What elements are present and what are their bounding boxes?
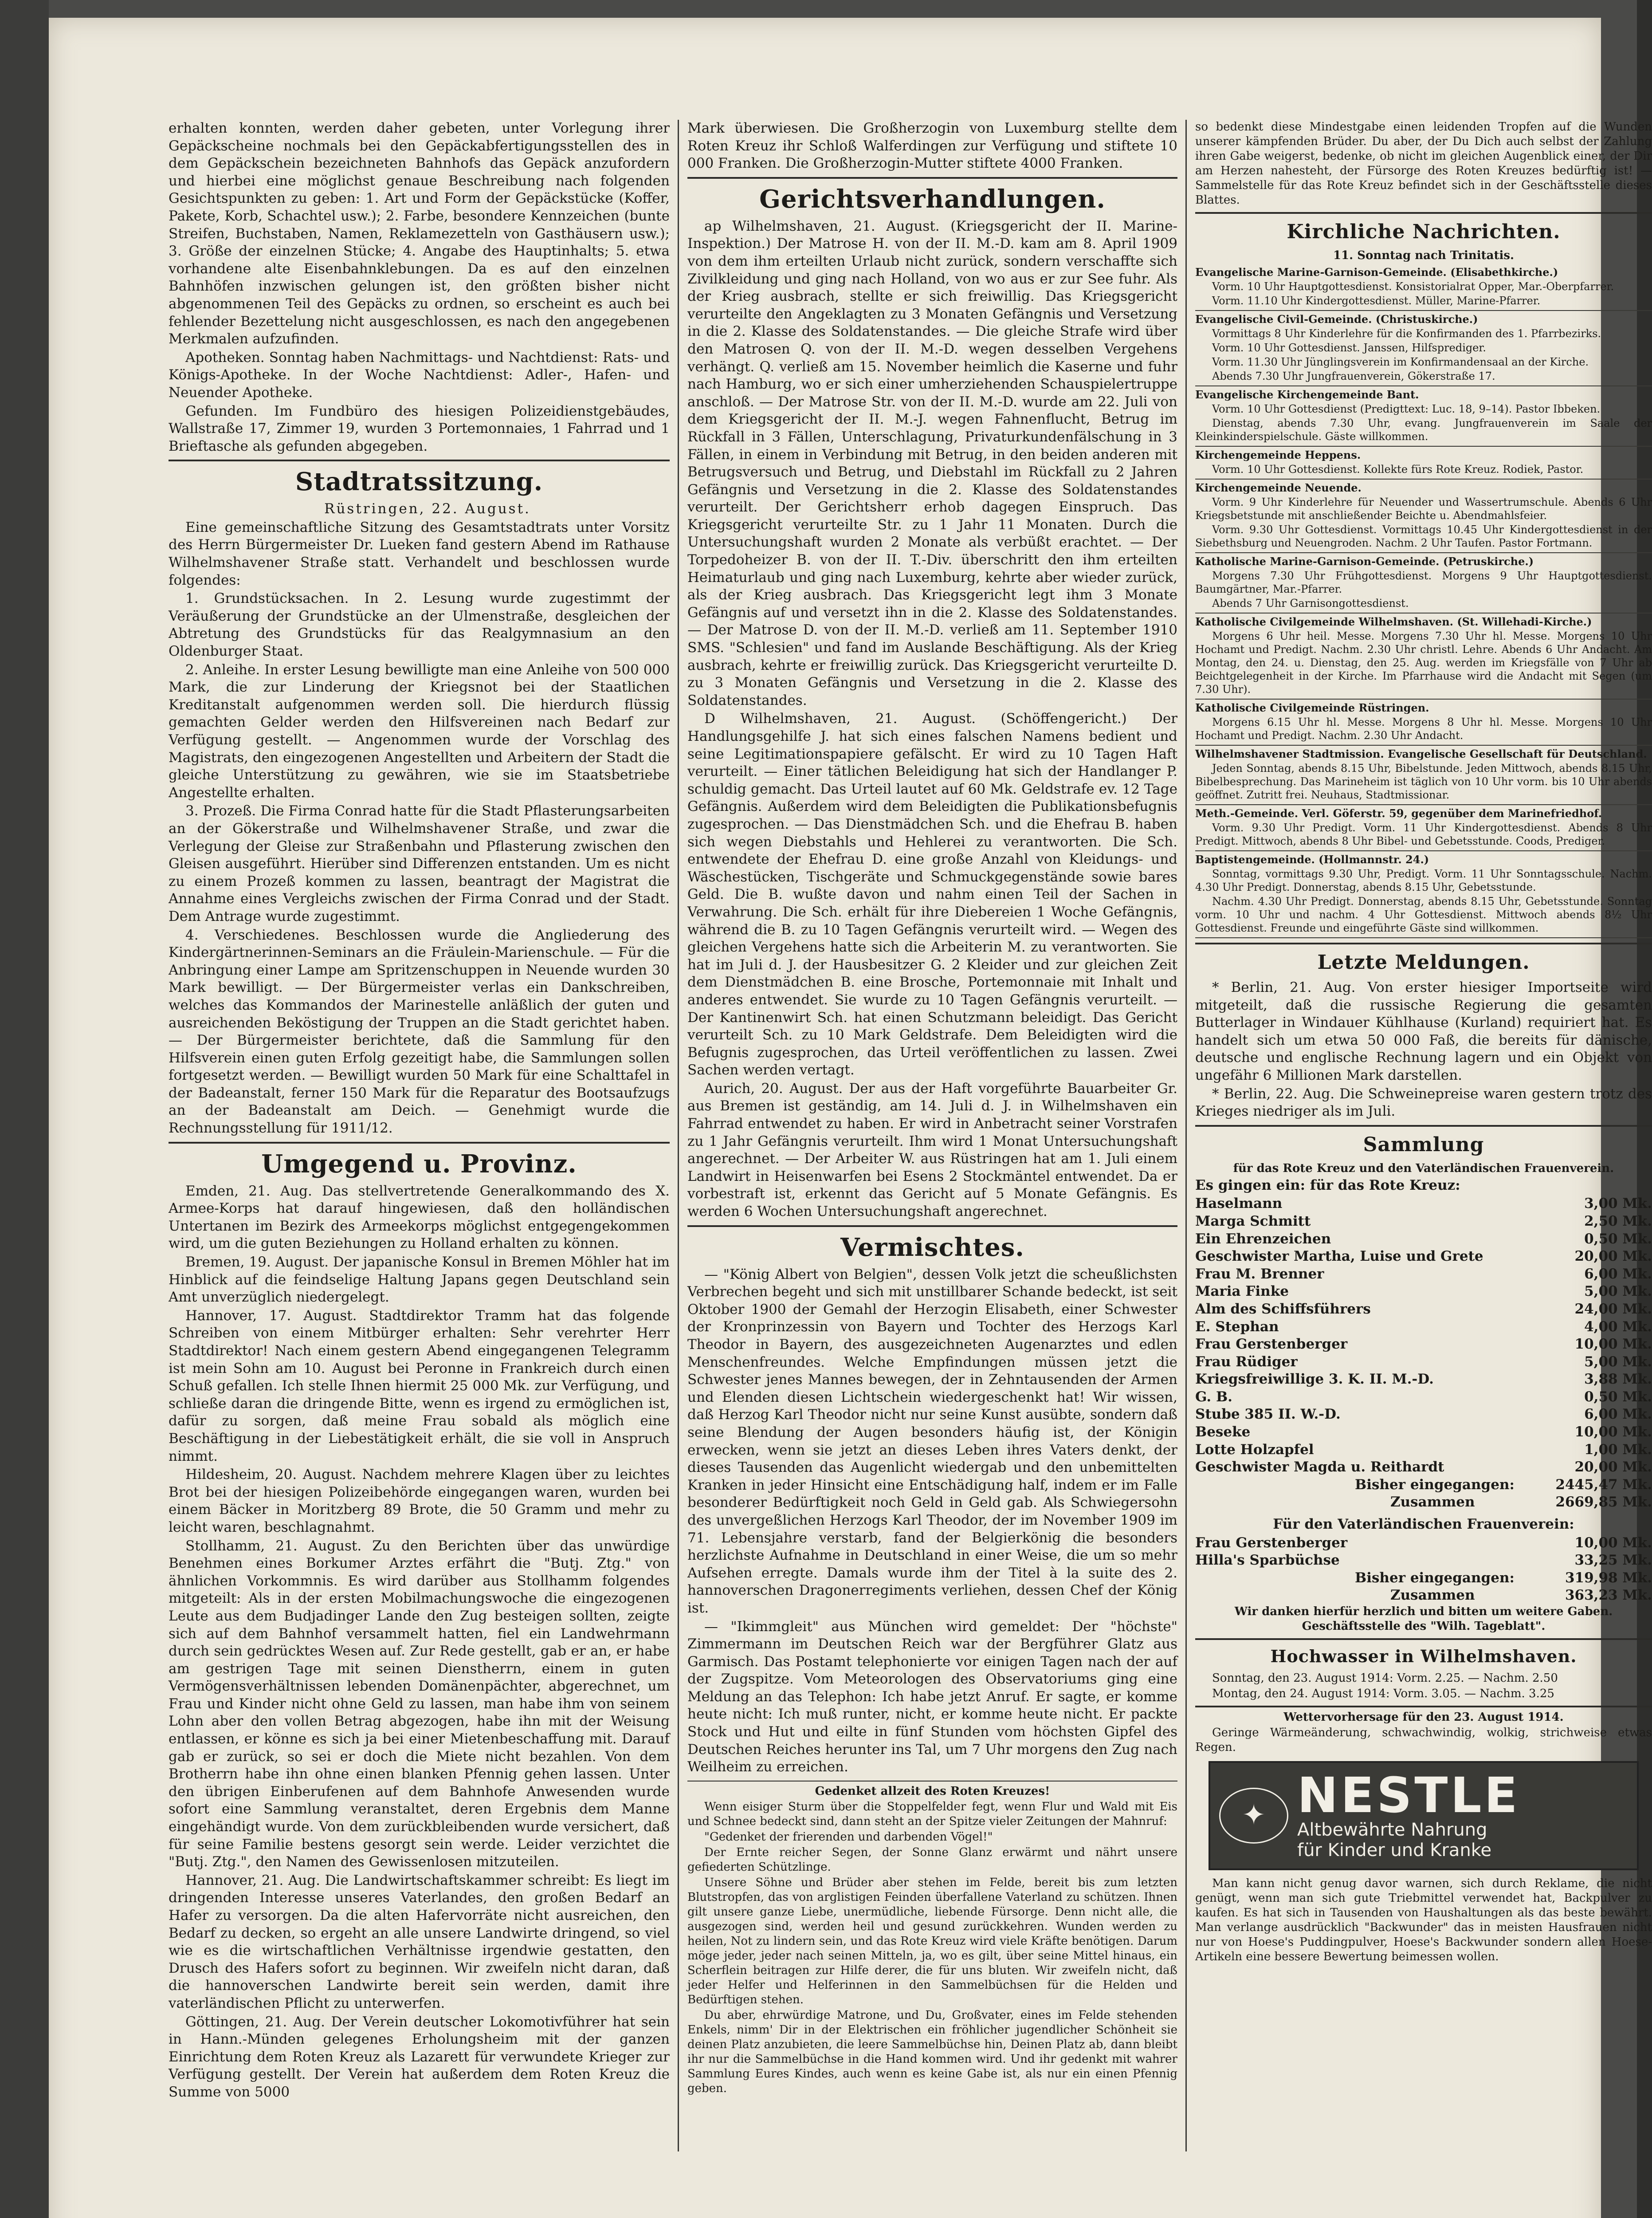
divider [1195, 1706, 1652, 1707]
divider [687, 1225, 1177, 1227]
apotheken-notice: Apotheken. Sonntag haben Nachmittags- und Nachtdienst: Rats- und Königs-Apotheke. In der Woche Nachtdienst: Adler-, Hafen- und Neuender Apotheke. [169, 349, 670, 401]
sammlung-subheading: für das Rote Kreuz und den Vaterländischen Frauenverein. [1233, 1161, 1614, 1175]
gericht-paragraph: D Wilhelmshaven, 21. August. (Schöffengericht.) Der Handlungsgehilfe J. hat sich eines falschen Namens bedient und seine Legitimationspapiere gefälscht. Er wird zu 10 Tagen Haft verurteilt. — Einer tätlichen Beleidigung hat sich der Handlanger P. schuldig gemacht. Das Urteil lautet auf 60 Mk. Geldstrafe ev. 12 Tage Gefängnis. Außerdem wird dem Beleidigten die Publikationsbefugnis zugesprochen. — Das Dienstmädchen Sch. und die Ehefrau B. haben sich wegen Diebstahls und Hehlerei zu verantworten. Die Sch. entwendete der Ehefrau D. eine große Anzahl von Kleidungs- und Wäschestücken, Tischgeräte und Schmuckgegenstände sowie bares Geld. Die B. wußte davon und nahm einen Teil der Sachen in Verwahrung. Die Sch. erhält für ihre Diebereien 1 Woche Gefängnis, während die B. zu 10 Tagen Gefängnis verurteilt wird. — Wegen des gleichen Vergehens hatte sich die Arbeiterin M. zu verantworten. Sie hat im Juli d. J. der Hausbesitzer G. 2 Kleider und zur gleichen Zeit dem Dienstmädchen B. eine Brosche, Portemonnaie mit Inhalt und anderes entwendet. Sie wurde zu 10 Tagen Gefängnis verurteilt. — Der Kantinenwirt Sch. hat einen Schutzmann beleidigt. Das Gericht verurteilt Sch. zu 10 Mark Geldstrafe. Dem Beleidigten wird die Befugnis zugesprochen, das Urteil veröffentlichen zu lassen. Zwei Sachen werden vertagt. [687, 711, 1177, 1078]
church-entry [1195, 386, 1652, 447]
church-entry-line: Sonntag, vormittags 9.30 Uhr, Predigt. Vorm. 11 Uhr Sonntagsschule. Nachm. 4.30 Uhr Predigt. Donnerstag, abends 8.15 Uhr, Gebetsstunde. [1195, 868, 1652, 893]
church-entry [1195, 613, 1652, 700]
ad-tagline-2: für Kinder und Kranke [1297, 1840, 1492, 1860]
donor-name: Frau M. Brenner [1195, 1266, 1324, 1282]
donation-row [1195, 1213, 1652, 1231]
church-entry-line: Nachm. 4.30 Uhr Predigt. Donnerstag, abends 8.15 Uhr, Gebetsstunde. Sonntag vorm. 10 Uhr und nachm. 4 Uhr Gottesdienst. Mittwoch abends 8½ Uhr Gottesdienst. Freunde und eingeführte Gäste sind willkommen. [1195, 895, 1652, 934]
letzte-heading: Letzte Meldungen. [1317, 951, 1530, 974]
kirche-heading: Kirchliche Nachrichten. [1287, 220, 1561, 243]
gefunden-notice: Gefunden. Im Fundbüro des hiesigen Polizeidienstgebäudes, Wallstraße 17, Zimmer 19, wurden 3 Portemonnaies, 1 Fahrrad und 1 Brieftasche als gefunden abgegeben. [169, 403, 670, 454]
sammlung-thanks: Wir danken hierfür herzlich und bitten um weitere Gaben. Geschäftsstelle des "Wilh. Tageblatt". [1234, 1605, 1613, 1633]
wetter-text: Geringe Wärmeänderung, schwachwindig, wolkig, strichweise etwas Regen. [1195, 1726, 1652, 1754]
donation-row [1195, 1388, 1652, 1406]
ad-tagline-1: Altbewährte Nahrung [1297, 1820, 1487, 1840]
red-cross-previous: Bisher eingegangen: 2445,47 Mk. [1355, 1476, 1652, 1493]
church-entry-title: Katholische Civilgemeinde Wilhelmshaven. (St. Willehadi-Kirche.) [1195, 615, 1592, 628]
church-entry-line: Jeden Sonntag, abends 8.15 Uhr, Bibelstunde. Jeden Mittwoch, abends 8.15 Uhr, Bibelbesprechung. Das Marineheim ist täglich von 10 Uhr vorm. bis 10 Uhr abends geöffnet. Zutritt frei. Neuhaus, Stadtmissionar. [1195, 762, 1652, 801]
church-entry-line: Abends 7.30 Uhr Jungfrauenverein, Gökerstraße 17. [1212, 370, 1495, 382]
donation-amount: 1,00 Mk. [1584, 1441, 1652, 1458]
donation-amount: 3,88 Mk. [1584, 1371, 1652, 1388]
donor-name: Geschwister Magda u. Reithardt [1195, 1459, 1444, 1475]
umgegend-paragraph: Hannover, 21. Aug. Die Landwirtschaftskammer schreibt: Es liegt im dringenden Interesse unseres Vaterlandes, den großen Bedarf an Hafer zu versorgen. Da die alten Hafervorräte nicht ausreichen, den Bedarf zu decken, so ergeht an alle unsere Landwirte dringend, so viel wie es die wirtschaftlichen Verhältnisse irgendwie gestatten, den Drusch des Hafers sofort zu beginnen. Wir zweifeln nicht daran, daß die hannoverschen Landwirte bereit sein werden, damit ihre vaterländischen Pflicht zu unterwerfen. [169, 1872, 670, 2011]
umgegend-heading: Umgegend u. Provinz. [261, 1149, 577, 1179]
church-entry-line: Vormittags 8 Uhr Kinderlehre für die Konfirmanden des 1. Pfarrbezirks. [1212, 327, 1601, 340]
gedenket-heading: Gedenket allzeit des Roten Kreuzes! [815, 1784, 1050, 1798]
divider [169, 460, 670, 461]
col2-intro: Mark überwiesen. Die Großherzogin von Luxemburg stellte dem Roten Kreuz ihr Schloß Walferdingen zur Verfügung und stiftete 10 000 Franken. Die Großherzogin-Mutter stiftete 4000 Franken. [687, 120, 1177, 172]
donation-amount: 2,50 Mk. [1584, 1213, 1652, 1229]
column-rule [678, 120, 679, 2151]
church-entry-title: Katholische Civilgemeinde Rüstringen. [1195, 701, 1429, 714]
vermischtes-paragraph: — "König Albert von Belgien", dessen Volk jetzt die scheußlichsten Verbrechen begeht und sich mit unstillbarer Schande bedeckt, ist seit Oktober 1900 der Gemahl der Herzogin Elisabeth, einer Schwester der Kronprinzessin von Bayern und Tochter des Herzogs Karl Theodor in Bayern, des ausgezeichneten Augenarztes und edlen Menschenfreundes. Welche Empfindungen müssen jetzt die Schwester jenes Mannes bewegen, der in Zehntausenden der Armen und Elenden diesen Lichtschein wiedergeschenkt hat! Wir wissen, daß Herzog Karl Theodor nicht nur seine Kunst ausübte, sondern daß seine Blendung der Augen besonders häufig ist, der Königin erwecken, wenn sie jetzt an dieses Leben ihres Vaters denkt, der dieses Tausenden das Augenlicht wiedergab und den unbemittelten Kranken in jeder Hinsicht eine Entschädigung half, indem er im Falle besonderer Bedürftigkeit noch Geld in Geld gab. Als Schwiegersohn des unvergeßlichen Herzogs Karl Theodor, der im November 1909 im 71. Lebensjahre verstarb, fand der Belgierkönig die besonders herzlichste Aufnahme in Deutschland in einer Weise, die um so mehr Aufsehen erregte. Damals wurde ihm der Titel à la suite des 2. hannoverschen Dragonerregiments verliehen, dessen Chef der König ist. [687, 1266, 1177, 1616]
stadtrat-heading: Stadtratssitzung. [295, 467, 543, 497]
church-entry-title: Evangelische Kirchengemeinde Bant. [1195, 388, 1419, 401]
gericht-article [687, 218, 1177, 1221]
church-entry-line: Morgens 7.30 Uhr Frühgottesdienst. Morgens 9 Uhr Hauptgottesdienst. Baumgärtner, Mar.-Pfarrer. [1195, 570, 1652, 595]
nestle-advertisement [1209, 1761, 1639, 1870]
donor-name: Alm des Schiffsführers [1195, 1301, 1371, 1317]
donation-amount: 10,00 Mk. [1574, 1424, 1652, 1440]
letzte-paragraph: * Berlin, 22. Aug. Die Schweinepreise waren gestern trotz des Krieges niedriger als im Juli. [1195, 1085, 1652, 1120]
vermischtes-heading: Vermischtes. [840, 1232, 1024, 1262]
donation-amount: 3,00 Mk. [1584, 1196, 1652, 1212]
red-cross-total: Zusammen 2669,85 Mk. [1390, 1494, 1652, 1510]
stadtrat-paragraph: 4. Verschiedenes. Beschlossen wurde die Angliederung des Kindergärtnerinnen-Seminars an die Fräulein-Marienschule. — Für die Anbringung einer Lampe am Spritzenschuppen in Neuende wurden 30 Mark bewilligt. — Der Bürgermeister verlas ein Dankschreiben, welches das Kommandos der Marinestelle anläßlich der guten und ausreichenden Beköstigung der Truppen an die Stadt gerichtet haben. — Der Bürgermeister berichtete, daß die Sammlung für den Hilfsverein einen guten Erfolg gezeitigt habe, die Sammlungen sollen fortgesetzt werden. — Bewilligt wurden 50 Mark für eine Schalttafel in der Badeanstalt, ferner 150 Mark für die Reparatur des Bootsaufzugs an der Badeanstalt am Deich. — Genehmigt wurde die Rechnungsstellung für 1911/12. [169, 927, 670, 1137]
church-entry-line: Vorm. 10 Uhr Gottesdienst (Predigttext: Luc. 18, 9–14). Pastor Ibbeken. [1212, 403, 1601, 415]
donor-name: Stube 385 II. W.-D. [1195, 1406, 1341, 1423]
church-entry-line: Vorm. 10 Uhr Gottesdienst. Janssen, Hilfsprediger. [1212, 342, 1486, 354]
donation-row [1195, 1424, 1652, 1441]
donation-amount: 10,00 Mk. [1574, 1336, 1652, 1353]
donation-amount: 5,00 Mk. [1584, 1353, 1652, 1370]
donor-name: G. B. [1195, 1388, 1232, 1405]
gedenket-box [687, 1784, 1177, 2096]
church-entry-title: Kirchengemeinde Heppens. [1195, 448, 1361, 461]
column-3 [1195, 120, 1652, 1965]
donation-amount: 5,00 Mk. [1584, 1283, 1652, 1300]
church-entry-line: Vorm. 11.30 Uhr Jünglingsverein im Konfirmandensaal an der Kirche. [1212, 356, 1589, 368]
letzte-paragraph: * Berlin, 21. Aug. Von erster hiesiger Importseite wird mitgeteilt, daß die russische Regierung die gesamten Butterlager in Windauer Kühlhause (Kurland) requiriert hat. Es handelt sich um etwa 50 000 Faß, die bereits für dänische, deutsche und englische Rechnung lagern und ein Objekt von ungefähr 6 Millionen Mark darstellen. [1195, 979, 1652, 1083]
sammlung-heading: Sammlung [1363, 1133, 1484, 1156]
donations-red-cross [1195, 1195, 1652, 1476]
church-entry-line: Vorm. 10 Uhr Hauptgottesdienst. Konsistorialrat Opper, Mar.-Oberpfarrer. [1212, 280, 1614, 293]
umgegend-paragraph: Bremen, 19. August. Der japanische Konsul in Bremen Möhler hat im Hinblick auf die feindselige Haltung Japans gegen Deutschland sein Amt unverzüglich niedergelegt. [169, 1254, 670, 1306]
vf-lead: Für den Vaterländischen Frauenverein: [1273, 1516, 1574, 1533]
donation-row [1195, 1552, 1652, 1569]
donation-amount: 0,50 Mk. [1584, 1231, 1652, 1247]
donor-name: Frau Gerstenberger [1195, 1336, 1348, 1353]
donation-amount: 6,00 Mk. [1584, 1406, 1652, 1423]
gedenket-text [687, 1800, 1177, 2096]
gedenket-paragraph: Der Ernte reicher Segen, der Sonne Glanz erwärmt und nährt unsere gefiederten Schützlinge. [687, 1845, 1177, 1874]
hochwasser-row: Sonntag, den 23. August 1914: Vorm. 2.25. — Nachm. 2.50 [1212, 1671, 1558, 1685]
donation-amount: 20,00 Mk. [1574, 1459, 1652, 1475]
donation-row [1195, 1353, 1652, 1371]
church-entry-line: Vorm. 9 Uhr Kinderlehre für Neuender und Wassertrumschule. Abends 6 Uhr Kriegsbetstunde mit anschließender Beichte u. Abendmahlsfeier. [1195, 496, 1652, 522]
divider [1195, 943, 1652, 944]
divider [1195, 212, 1652, 214]
church-entry [1195, 746, 1652, 805]
gericht-paragraph: Aurich, 20. August. Der aus der Haft vorgeführte Bauarbeiter Gr. aus Bremen ist geständig, am 14. Juli d. J. in Wilhelmshaven ein Fahrrad entwendet zu haben. Er wird in Anbetracht seiner Vorstrafen zu 1 Jahr Gefängnis verurteilt. Ihm wird 1 Monat Untersuchungshaft angerechnet. — Der Arbeiter W. aus Rüstringen hat am 1. Juli einem Landwirt in Heisenwarfen bei Esens 2 Stockmäntel entwendet. Da er vorbestraft ist, erkennt das Gericht auf 5 Monate Gefängnis. Es werden 6 Wochen Untersuchungshaft angerechnet. [687, 1080, 1177, 1220]
donor-name: E. Stephan [1195, 1318, 1279, 1335]
church-entry-line: Vorm. 11.10 Uhr Kindergottesdienst. Müller, Marine-Pfarrer. [1212, 295, 1541, 307]
church-entry-line: Abends 7 Uhr Garnisongottesdienst. [1212, 597, 1409, 610]
donor-name: Marga Schmitt [1195, 1213, 1311, 1229]
divider [1195, 1638, 1652, 1640]
donation-amount: 33,25 Mk. [1574, 1552, 1652, 1569]
divider [169, 1142, 670, 1144]
vermischtes-paragraph: — "Ikimmgleit" aus München wird gemeldet: Der "höchste" Zimmermann im Deutschen Reich war der Bergführer Glatz aus Garmisch. Das Postamt telephonierte vor einigen Tagen nach der auf der Zugspitze. Vom Meteorologen des Observatoriums ging eine Meldung an das Telephon: Ich habe jetzt Anruf. Er sagte, er komme heute nicht: Ich muß runter, nicht, er komme heute nicht. Er packte Stock und Hut und eilte in fünf Stunden vom höchsten Gipfel des Deutschen Reiches herunter ins Tal, um 7 Uhr morgens den Zug nach Weilheim zu erreichen. [687, 1618, 1177, 1775]
donation-amount: 20,00 Mk. [1574, 1248, 1652, 1265]
donation-row [1195, 1459, 1652, 1476]
divider [1195, 1125, 1652, 1127]
donation-amount: 0,50 Mk. [1584, 1388, 1652, 1405]
church-entry-title: Evangelische Marine-Garnison-Gemeinde. (Elisabethkirche.) [1195, 266, 1558, 279]
donor-name: Frau Rüdiger [1195, 1353, 1298, 1370]
umgegend-paragraph: Emden, 21. Aug. Das stellvertretende Generalkommando des X. Armee-Korps hat darauf hingewiesen, daß den holländischen Untertanen im Bezirk des Armeekorps möglichst entgegengekommen wird, um die guten Beziehungen zu Holland erhalten zu können. [169, 1183, 670, 1252]
donation-row [1195, 1266, 1652, 1283]
column-rule [1185, 120, 1187, 2151]
newspaper-page [49, 18, 1652, 2218]
church-entry-title: Wilhelmshavener Stadtmission. Evangelische Gesellschaft für Deutschland. [1195, 747, 1647, 760]
church-entry [1195, 447, 1652, 480]
column-2 [687, 120, 1177, 2097]
umgegend-paragraph: Göttingen, 21. Aug. Der Verein deutscher Lokomotivführer hat sein in Hann.-Münden gelegenes Erholungsheim mit der ganzen Einrichtung dem Roten Kreuz als Lazarett für verwundete Krieger zur Verfügung gestellt. Der Verein hat außerdem dem Roten Kreuz die Summe von 5000 [169, 2014, 670, 2100]
donor-name: Frau Gerstenberger [1195, 1534, 1348, 1551]
donor-name: Haselmann [1195, 1196, 1283, 1212]
donation-row [1195, 1231, 1652, 1248]
gedenket-paragraph: Unsere Söhne und Brüder aber stehen im Felde, bereit bis zum letzten Blutstropfen, das von arglistigen Feinden überfallene Vaterland zu schützen. Ihnen gilt unsere ganze Liebe, unermüdliche, liebende Fürsorge. Denn nicht alle, die ausgezogen sind, werden heil und gesund zurückkehren. Wunden werden zu heilen, Not zu lindern sein, und das Rote Kreuz wird viele Kräfte benötigen. Darum möge jeder, jeder nach seinen Mitteln, ja, wo es gilt, über seine Mittel hinaus, ein Scherflein beitragen zur Hilfe derer, die für uns bluten. Wir zweifeln nicht, daß jeder Helfer und Helferinnen in den Sammelbüchsen für die Helden und Bedürftigen stehen. [687, 1876, 1177, 2006]
donation-row [1195, 1336, 1652, 1353]
stadtrat-paragraph: 3. Prozeß. Die Firma Conrad hatte für die Stadt Pflasterungsarbeiten an der Gökerstraße und Wilhelmshavener Straße, und zwar die Verlegung der Gleise zur Straßenbahn und Pflasterung zwischen den Gleisen ausgeführt. Hierüber sind Differenzen entstanden. Um es nicht zu einem Prozeß kommen zu lassen, beantragt der Magistrat die Annahme eines Vergleichs zwischen der Firma Conrad und der Stadt. Dem Antrage wurde zugestimmt. [169, 803, 670, 924]
donation-row [1195, 1406, 1652, 1424]
church-entry-line: Vorm. 9.30 Uhr Predigt. Vorm. 11 Uhr Kindergottesdienst. Abends 8 Uhr Predigt. Mittwoch, abends 8 Uhr Bibel- und Gebetsstunde. Coods, Prediger. [1195, 822, 1652, 847]
stadtrat-article [169, 519, 670, 1137]
church-entry-title: Katholische Marine-Garnison-Gemeinde. (Petruskirche.) [1195, 555, 1534, 568]
church-entry-title: Evangelische Civil-Gemeinde. (Christuskirche.) [1195, 313, 1478, 326]
stadtrat-paragraph: 1. Grundstücksachen. In 2. Lesung wurde zugestimmt der Veräußerung der Grundstücke an der Ulmenstraße, desgleichen der Abtretung des Grundstücks für das Realgymnasium an den Oldenburger Staat. [169, 590, 670, 660]
ad-brand: NESTLE [1297, 1767, 1520, 1824]
donor-name: Hilla's Sparbüchse [1195, 1552, 1340, 1569]
gericht-paragraph: ap Wilhelmshaven, 21. August. (Kriegsgericht der II. Marine-Inspektion.) Der Matrose H. von der II. M.-D. kam am 8. April 1909 von dem ihm erteilten Urlaub nicht zurück, sondern verschaffte sich Zivilkleidung und ging nach Holland, von wo aus er zur See fuhr. Als der Krieg ausbrach, stellte er sich freiwillig. Das Kriegsgericht verurteilte den Angeklagten zu 3 Monaten Gefängnis und Versetzung in die 2. Klasse des Soldatenstandes. — Die gleiche Strafe wird über den Matrosen Q. von der II. M.-D. wegen desselben Vergehens verhängt. Q. verließ am 15. November heimlich die Kaserne und fuhr nach Hamburg, wo er sich einer umherziehenden Schauspielertruppe anschloß. — Der Matrose Str. von der II. M.-D. wurde am 22. Juli von dem Kriegsgericht der II. M.-J. wegen Fahnenflucht, Betrug im Rückfall in 3 Fällen, Unterschlagung, Privaturkundenfälschung in 3 Fällen, in einem in Verbindung mit Betrug, in den beiden anderen mit Betrugsversuch und Betrug, und Diebstahl im Rückfall zu 2 Jahren Gefängnis und Versetzung in die 2. Klasse des Soldatenstandes verurteilt. Der Gerichtsherr erhob dagegen Einspruch. Das Kriegsgericht verurteilte Str. zu 1 Jahr 11 Monaten. Durch die Untersuchungshaft wurden 2 Monate als verbüßt erachtet. — Der Torpedoheizer B. von der II. T.-Div. überschritt den ihm erteilten Heimaturlaub und ging nach Luxemburg, kehrte aber wieder zurück, als der Krieg ausbrach. Das Kriegsgericht legt ihm 3 Monate Gefängnis auf und versetzt ihn in die 2. Klasse des Soldatenstandes. — Der Matrose D. von der II. M.-D. verließ am 11. September 1910 SMS. "Schlesien" und fand im Auslande Beschäftigung. Als der Krieg ausbrach, kehrte er freiwillig zurück. Das Kriegsgericht verurteilte D. zu 3 Monaten Gefängnis und Versetzung in die 2. Klasse des Soldatenstandes. [687, 218, 1177, 708]
church-entry [1195, 480, 1652, 553]
umgegend-paragraph: Stollhamm, 21. August. Zu den Berichten über das unwürdige Benehmen eines Borkumer Arztes erfährt die "Butj. Ztg." von ähnlichen Vorkommnis. Es wird darüber aus Stollhamm folgendes mitgeteilt: Als in der ersten Mobilmachungswoche die eingezogenen Leute aus dem Budjadinger Lande den Zug besteigen sollten, zeigte sich auf dem Bahnhof versammelt hatten, fiel ein Landwehrmann durch sein gedrücktes Wesen auf. Zur Rede gestellt, gab er an, er habe am gestrigen Tage mit seinen Dienstherrn, einem in guten Vermögensverhältnissen lebenden Domänenpächter, abgerechnet, um Frau und Kinder nicht ohne Geld zu lassen, man habe ihm von seinem Lohn aber den vollen Betrag abgezogen, habe ihn mit der Weisung entlassen, er könne es sich ja bei einer Mietenbeschaffung mit. Darauf gab er zurück, so sei er doch die Miete nicht bezahlen. Von dem Brotherrn habe ihn ohne einen blanken Pfennig gehen lassen. Unter den übrigen Einberufenen auf dem Bahnhofe Anwesenden wurde sofort eine Sammlung veranstaltet, deren Ergebnis dem Manne eingehändigt wurde. Von dem zurückbleibenden wurde versichert, daß für seine Familie bestens gesorgt sein werde. Leider verzichtet die "Butj. Ztg.", den Namen des Gewissenlosen mitzuteilen. [169, 1538, 670, 1870]
divider [687, 177, 1177, 179]
donor-name: Kriegsfreiwillige 3. K. II. M.-D. [1195, 1371, 1434, 1388]
donation-amount: 10,00 Mk. [1574, 1534, 1652, 1551]
hochwasser-table [1195, 1671, 1652, 1701]
church-entry [1195, 851, 1652, 938]
donation-row [1195, 1371, 1652, 1388]
church-entry-line: Vorm. 9.30 Uhr Gottesdienst. Vormittags 10.45 Uhr Kindergottesdienst in der Siebethsburg und Neuengroden. Nachm. 2 Uhr Taufen. Pastor Fortmann. [1195, 523, 1652, 549]
nest-bird-logo-icon: ✦ [1219, 1788, 1288, 1844]
wetter-title: Wettervorhersage für den 23. August 1914. [1283, 1711, 1564, 1724]
church-entry [1195, 264, 1652, 311]
church-entry-title: Kirchengemeinde Neuende. [1195, 481, 1362, 494]
kirche-subheading: 11. Sonntag nach Trinitatis. [1333, 249, 1515, 262]
donation-row [1195, 1248, 1652, 1266]
donations-vaterlaendisch [1195, 1534, 1652, 1569]
donor-name: Ein Ehrenzeichen [1195, 1231, 1331, 1247]
church-entry [1195, 700, 1652, 746]
donor-name: Geschwister Martha, Luise und Grete [1195, 1248, 1483, 1265]
church-entry [1195, 311, 1652, 386]
donation-row [1195, 1534, 1652, 1552]
umgegend-paragraph: Hildesheim, 20. August. Nachdem mehrere Klagen über zu leichtes Brot bei der hiesigen Polizeibehörde eingegangen waren, wurden bei einem Bäcker in Moritzberg 89 Brote, die 50 Gramm und mehr zu leicht waren, beschlagnahmt. [169, 1467, 670, 1535]
col1-intro: erhalten konnten, werden daher gebeten, unter Vorlegung ihrer Gepäckscheine nochmals bei den Gepäckabfertigungsstellen des in dem Gepäckschein bezeichneten Bahnhofs das Gepäck anzufordern und hierbei eine möglichst genaue Beschreibung nach folgenden Gesichtspunkten zu geben: 1. Art und Form der Gepäckstücke (Koffer, Pakete, Korb, Schachtel usw.); 2. Farbe, besondere Kennzeichen (bunte Streifen, Buchstaben, Namen, Reklamezetteln von Gasthäusern usw.); 3. Größe der einzelnen Stücke; 4. Angabe des Hauptinhalts; 5. etwa vorhandene alte Eisenbahnklebungen. Da es auf den einzelnen Bahnhöfen inzwischen gelungen ist, den größten bisher nicht abgenommenen Teil des Gepäcks zu ordnen, so erscheint es auch bei fehlender Bezettelung nicht ausgeschlossen, es nach den angegebenen Merkmalen aufzufinden. [169, 120, 670, 347]
donation-row [1195, 1283, 1652, 1301]
vf-total: Zusammen 363,23 Mk. [1390, 1587, 1652, 1604]
church-entry-line: Vorm. 10 Uhr Gottesdienst. Kollekte fürs Rote Kreuz. Rodiek, Pastor. [1212, 463, 1584, 476]
church-entry-title: Meth.-Gemeinde. Verl. Göferstr. 59, gegenüber dem Marinefriedhof. [1195, 807, 1602, 820]
letzte-article [1195, 979, 1652, 1121]
gedenket-paragraph: Du aber, ehrwürdige Matrone, und Du, Großvater, eines im Felde stehenden Enkels, nimm' Dir in der Elektrischen ein fröhlicher jugendlicher Schönheit sie deinen Platz anzubieten, die leere Sammelbüchse hin, Deinen Platz ab, dann bleibt ihr nur die Sammelbüchse in die Hand kommen wird. Und ihr gedenkt mit wahrer Sammlung Eures Kindes, auch wenn es keine Gabe ist, als nur ein einen Pfennig geben. [687, 2008, 1177, 2095]
church-entry-line: Dienstag, abends 7.30 Uhr, evang. Jungfrauenverein im Saale der Kleinkinderspielschule. Gäste willkommen. [1195, 417, 1652, 443]
donation-amount: 24,00 Mk. [1574, 1301, 1652, 1317]
donation-row [1195, 1195, 1652, 1213]
donor-name: Maria Finke [1195, 1283, 1289, 1300]
church-entry [1195, 805, 1652, 851]
umgegend-article [169, 1183, 670, 2101]
church-entry [1195, 553, 1652, 613]
sammlung-lead: Es gingen ein: für das Rote Kreuz: [1195, 1177, 1460, 1193]
church-entry-line: Morgens 6 Uhr heil. Messe. Morgens 7.30 Uhr hl. Messe. Morgens 10 Uhr Hochamt und Predigt. Nachm. 2.30 Uhr christl. Lehre. Abends 6 Uhr Andacht. Am Montag, den 24. u. Dienstag, den 25. Aug. werden im Kriegsfälle von 7 Uhr ab Beichtgelegenheit in der Kirche. Im Pfarrhause wird die Andacht mit Segen (um 7.30 Uhr). [1195, 630, 1652, 696]
vf-previous: Bisher eingegangen: 319,98 Mk. [1355, 1569, 1652, 1586]
gedenket-paragraph: Wenn eisiger Sturm über die Stoppelfelder fegt, wenn Flur und Wald mit Eis und Schnee bedeckt sind, dann steht an der Spitze vieler Zeitungen der Mahnruf: [687, 1800, 1177, 1828]
church-entry-line: Morgens 6.15 Uhr hl. Messe. Morgens 8 Uhr hl. Messe. Morgens 10 Uhr Hochamt und Predigt. Nachm. 2.30 Uhr Andacht. [1195, 716, 1652, 742]
gedenket-paragraph: "Gedenket der frierenden und darbenden Vögel!" [704, 1830, 993, 1844]
vermischtes-article [687, 1266, 1177, 1776]
donation-row [1195, 1318, 1652, 1336]
hochwasser-row: Montag, den 24. August 1914: Vorm. 3.05. — Nachm. 3.25 [1212, 1687, 1554, 1700]
church-entry-title: Baptistengemeinde. (Hollmannstr. 24.) [1195, 853, 1429, 866]
stadtrat-paragraph: Eine gemeinschaftliche Sitzung des Gesamtstadtrats unter Vorsitz des Herrn Bürgermeister Dr. Lueken fand gestern Abend im Rathause Wilhelmshavener Straße statt. Verhandelt und beschlossen wurde folgendes: [169, 519, 670, 588]
page-left-margin [0, 0, 49, 2218]
donor-name: Beseke [1195, 1424, 1251, 1440]
donation-amount: 6,00 Mk. [1584, 1266, 1652, 1282]
stadtrat-dateline: Rüstringen, 22. August. [324, 501, 531, 517]
donor-name: Lotte Holzapfel [1195, 1441, 1314, 1458]
gericht-heading: Gerichtsverhandlungen. [759, 184, 1106, 214]
closing-notice: Man kann nicht genug davor warnen, sich durch Reklame, die nicht genügt, wenn man sich gute Triebmittel verwendet hat, Backpulver zu kaufen. Es hat sich in Tausenden von Haushaltungen als das beste bewährt. Man verlange ausdrücklich "Backwunder" das in meisten Hausfrauen nicht nur von Hoese's Puddingpulver, Hoese's Backwunder sondern allen Hoese-Artikeln eine bessere Bewertung beimessen wollen. [1195, 1877, 1652, 1963]
umgegend-paragraph: Hannover, 17. August. Stadtdirektor Tramm hat das folgende Schreiben von einem Mitbürger erhalten: Sehr verehrter Herr Stadtdirektor! Nach einem gestern Abend eingegangenen Telegramm ist mein Sohn am 10. August bei Peronne in Frankreich durch einen Schuß gefallen. Ich stelle Ihnen hiermit 25 000 Mk. zur Verfügung, und schließe daran die dringende Bitte, wenn es irgend zu ermöglichen ist, dafür zu sorgen, daß meine Frau sobald als möglich eine Beschäftigung in der Liebestätigkeit erhält, die sie voll in Anspruch nimmt. [169, 1307, 670, 1464]
kirche-listing [1195, 264, 1652, 938]
donation-row [1195, 1301, 1652, 1318]
hochwasser-heading: Hochwasser in Wilhelmshaven. [1270, 1646, 1577, 1666]
stadtrat-paragraph: 2. Anleihe. In erster Lesung bewilligte man eine Anleihe von 500 000 Mark, die zur Linderung der Kriegsnot bei der Staatlichen Kreditanstalt aufgenommen werden soll. Die hierdurch flüssig gemachten Gelder werden den Hilfsvereinen nach Bedarf zur Verfügung gestellt. — Angenommen wurde der Vorschlag des Magistrats, den eingezogenen Angestellten und Arbeitern der Stadt die gleiche Unterstützung zu gewähren, wie sie im Staatsbetriebe Angestellte erhalten. [169, 661, 670, 801]
donation-row [1195, 1441, 1652, 1459]
col3-intro: so bedenkt diese Mindestgabe einen leidenden Tropfen auf die Wunden unserer kämpfenden Brüder. Du aber, der Du Dich auch selbst der Zahlung ihren Gabe weigerst, bedenke, ob nicht im gleichen Augenblick einer, der Dir am Herzen nahesteht, der Fürsorge des Roten Kreuzes bedürftig ist! — Sammelstelle für das Rote Kreuz befindet sich in der Geschäftsstelle dieses Blattes. [1195, 120, 1652, 207]
donation-amount: 4,00 Mk. [1584, 1318, 1652, 1335]
column-1 [169, 120, 670, 2102]
